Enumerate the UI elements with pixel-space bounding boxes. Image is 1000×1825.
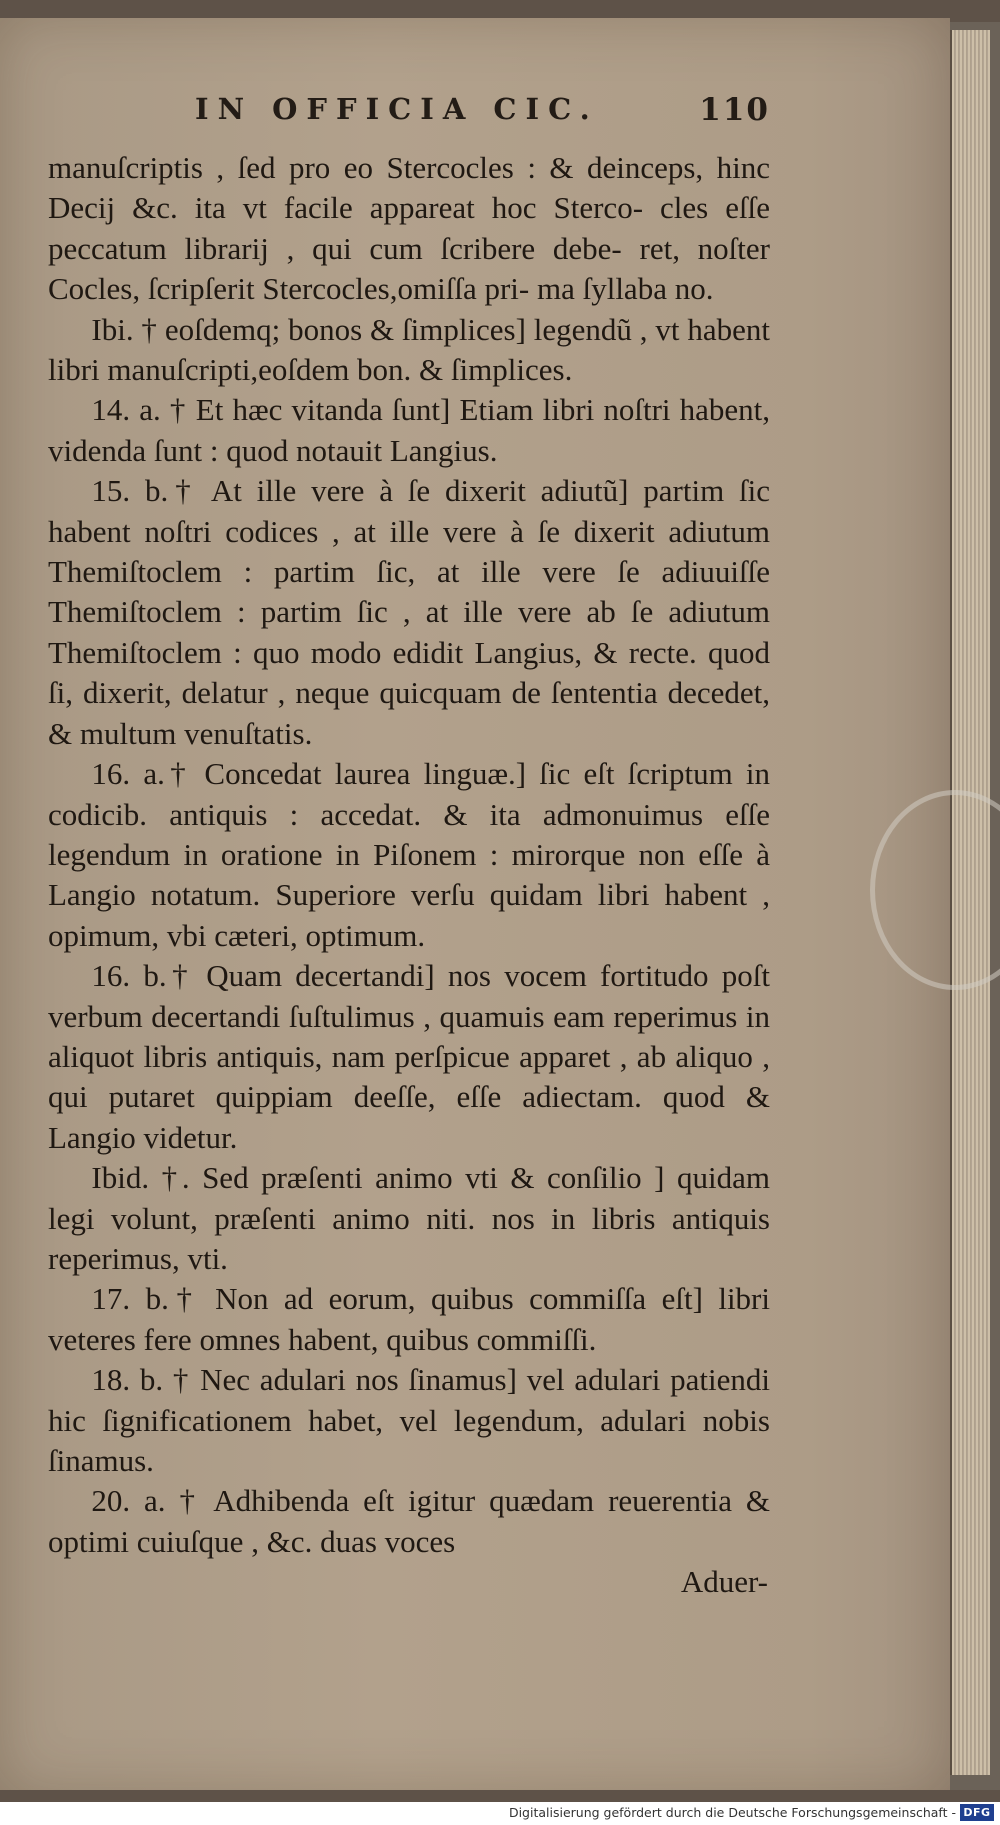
annotation: 16. a.† Concedat laurea linguæ.] ſic eſt ſcriptum in codicib. antiquis : accedat. & ita admonuimus eſſe legendum in oratione in Piſonem : mirorque non eſſe à Langio notatum. Superiore verſu quidam libri habent , opimum, vbi cæteri, optimum.	[48, 756, 770, 953]
annotation: Ibid. †. Sed præſenti animo vti & conſilio ] quidam legi volunt, præſenti animo niti. nos in libris antiquis reperimus, vti.	[48, 1160, 770, 1276]
footer-bar	[0, 1802, 1000, 1825]
page-header	[50, 92, 770, 132]
annotation: Ibi. † eoſdemq; bonos & ſimplices] legendũ , vt habent libri manuſcripti,eoſdem bon. & ſimplices.	[48, 311, 770, 388]
body-line: hinc Decij &c. ita vt facile appareat hoc Sterco-	[48, 150, 771, 226]
body-line: manuſcriptis , ſed pro eo Stercocles : & deinceps,	[48, 150, 704, 185]
body-line: ret, noſter Cocles, ſcripſerit Stercocles,omiſſa pri-	[48, 230, 770, 307]
annotation: 20. a. † Adhibenda eſt igitur quædam reuerentia & optimi cuiuſque , &c. duas voces	[48, 1483, 770, 1559]
catchword: Aduer-	[680, 1564, 768, 1600]
funding-credit: Digitalisierung gefördert durch die Deutsche Forschungsgemeinschaft -	[508, 1805, 956, 1820]
text-block	[48, 148, 770, 1603]
page-number: 110	[699, 92, 770, 128]
body-line: cles eſſe peccatum librarij , qui cum ſcribere debe-	[48, 190, 770, 266]
body-line: ma ſyllaba no.	[536, 271, 714, 307]
binding-bottom	[0, 1790, 1000, 1802]
dfg-logo: DFG	[960, 1804, 994, 1821]
annotation: 14. a. † Et hæc vitanda ſunt] Etiam libri noſtri habent, videnda ſunt : quod notauit Langius.	[48, 392, 770, 468]
annotation: 17. b.† Non ad eorum, quibus commiſſa eſt] libri veteres fere omnes habent, quibus commiſſi.	[48, 1281, 770, 1357]
continued-paragraph	[48, 148, 770, 310]
annotation: 18. b. † Nec adulari nos ſinamus] vel adulari patiendi hic ſignificationem habet, vel legendum, adulari nobis ſinamus.	[48, 1362, 770, 1478]
running-head: IN OFFICIA CIC.	[195, 92, 599, 126]
annotation: 15. b.† At ille vere à ſe dixerit adiutũ] partim ſic habent noſtri codices , at ille vere à ſe dixerit adiutum Themiſtoclem : partim ſic, at ille vere ſe adiuuiſſe Themiſtoclem : partim ſic , at ille vere ab ſe adiutum Themiſtoclem : quo modo edidit Langius, & recte. quod ſi, dixerit, delatur , neque quicquam de ſententia decedet, & multum venuſtatis.	[48, 473, 770, 751]
annotation: 16. b.† Quam decertandi] nos vocem fortitudo poſt verbum decertandi ſuſtulimus , quamuis eam reperimus in aliquot libris antiquis, nam perſpicue apparet , ab aliquo , qui putaret quippiam deeſſe, eſſe adiectam. quod & Langio videtur.	[48, 958, 770, 1155]
